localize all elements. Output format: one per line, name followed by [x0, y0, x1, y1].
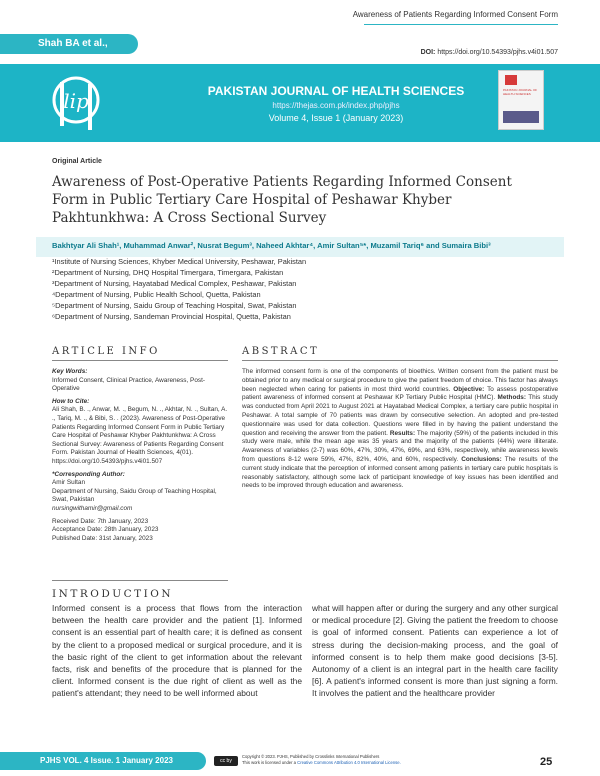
copyright-line: Copyright © 2023. PJHS, Published by Crosslinks International Publishers: [242, 754, 380, 759]
received-date: Received Date: 7th January, 2023: [52, 517, 149, 525]
journal-cover-image: [498, 70, 544, 130]
affiliation-item: ³Department of Nursing, Hayatabad Medical Complex, Peshawar, Pakistan: [52, 279, 297, 288]
introduction-left-column: Informed consent is a process that flows from the interaction between the health care provider and the patient [1]. Informed consent is an essential part of health care; it is defined as consent by the client to a proposed medical or surgical procedure, and it is the basic right of the client to get information about the relevant facts, risk and benefits of the procedure that is planned for the client. Informed consent is the due right of client as well as the patient's attendant; they need to be well informed about: [52, 603, 302, 699]
copyright-notice: [242, 754, 462, 766]
objective-text: To assess postoperative patient awareness of informed consent at Peshawar KP Tertiary Public Hospital (HMC).: [242, 385, 558, 402]
citation: Ali Shah, B. ., Anwar, M. ., Begum, N. ., Akhtar, N. ., Sultan, A. ., Tariq, M. ., & Bibi, S. . (2023). Awareness of Post-Operative Patients Regarding Informed Consent Form in Public Tertiary Care Hospital of Peshawar Khyber Pakhtunkhwa: A Cross Sectional Survey: Awareness of Patients Regarding Consent Form. Pakistan Journal of Health Sciences, 4(01). https://doi.org/10.54393/pjhs.v4i01.507: [52, 406, 228, 465]
corresponding-name: Amir Sultan: [52, 479, 86, 487]
journal-url[interactable]: https://thejas.com.pk/index.php/pjhs: [272, 101, 400, 110]
results-text: The majority (59%) of the patients included in this study were male, while the mean age was 35 years and the majority of the patients (44%) were illiterate. Awareness of variables (2-7) was 60%, 47%, 30%, 47%, 69%, and 63%, respectively, while awareness levels from questions 8-12 were 59%, 47%, 82%, 40%, and 60%, respectively.: [242, 429, 558, 463]
accepted-date: Acceptance Date: 28th January, 2023: [52, 526, 159, 534]
article-type: Original Article: [52, 158, 102, 165]
cover-logo: [505, 75, 517, 85]
cite-label: How to Cite:: [52, 397, 90, 405]
corresponding-email[interactable]: nursingwithamir@gmail.com: [52, 504, 133, 512]
author-list: Bakhtyar Ali Shah¹, Muhammad Anwar², Nusrat Begum³, Naheed Akhtar⁴, Amir Sultan⁵*, Muzamil Tariq⁶ and Sumaira Bibi³: [52, 241, 491, 250]
journal-logo: [48, 70, 104, 138]
results-label: Results:: [389, 429, 416, 437]
corresponding-address: Department of Nursing, Saidu Group of Teaching Hospital, Swat, Pakistan: [52, 487, 217, 504]
affiliation-item: ⁶Department of Nursing, Sandeman Provincial Hospital, Quetta, Pakistan: [52, 312, 291, 321]
affiliation-item: ²Department of Nursing, DHQ Hospital Timergara, Timergara, Pakistan: [52, 268, 284, 277]
doi-label: DOI:: [420, 49, 436, 56]
journal-volume: Volume 4, Issue 1 (January 2023): [268, 113, 404, 123]
methods-label: Methods:: [497, 394, 526, 402]
footer-journal-issue: PJHS VOL. 4 Issue. 1 January 2023: [0, 752, 206, 770]
doi-line: [421, 49, 558, 56]
introduction-right-column: what will happen after or during the surgery and any other surgical or medical procedure [2]. Giving the patient the freedom to choose is goal of informed consent. Patients can experience a lot of stress during the decision-making process, and the goal of informed consent is to help them make good decisions [3-5]. Autonomy of a client is an integral part in the health care facility [6]. A patient's informed consent is more than just signing a form. It involves the patient and the healthcare provider: [312, 603, 558, 699]
license-link[interactable]: Creative Commons Attribution 4.0 International License.: [297, 760, 401, 765]
license-line: [242, 760, 462, 766]
conclusions-text: The results of the current study indicate that the perception of informed consent among patients in tertiary care public hospitals is reasonably satisfactory, although some lack of participant knowledge of key issues has been identified and needs to be improved through education and awareness.: [242, 455, 558, 490]
corresponding-label: *Corresponding Author:: [52, 470, 125, 478]
author-short-tab: Shah BA et al.,: [0, 34, 138, 54]
cc-license-icon: cc by: [214, 756, 238, 766]
affiliation-item: ⁵Department of Nursing, Saidu Group of Teaching Hospital, Swat, Pakistan: [52, 301, 297, 310]
affiliation-item: ⁴Department of Nursing, Public Health School, Quetta, Pakistan: [52, 290, 261, 299]
article-info-panel: [52, 368, 228, 543]
page-number: 25: [540, 756, 553, 768]
journal-name: PAKISTAN JOURNAL OF HEALTH SCIENCES: [207, 84, 465, 98]
cover-graphic: [503, 111, 539, 123]
header-rule: [364, 24, 558, 25]
abstract-heading: ABSTRACT: [242, 346, 320, 357]
cover-title: PAKISTAN JOURNAL OF HEALTH SCIENCES: [503, 88, 538, 96]
divider: [52, 360, 228, 361]
keywords-label: Key Words:: [52, 368, 88, 375]
abstract-text: [242, 368, 558, 491]
published-date: Published Date: 31st January, 2023: [52, 534, 153, 542]
methods-text: This study was conducted from April 2021 to August 2021 at Hayatabad Medical Complex, a tertiary care public hospital in Peshawar. A total sample of 70 patients was drawn by consecutive selection. An adopted and pre-tested questionnaire was used for data collection. Questions were filled in by having the patient understand the question and receiving the answer from the patient.: [242, 394, 558, 437]
doi-link[interactable]: https://doi.org/10.54393/pjhs.v4i01.507: [437, 49, 558, 56]
divider: [52, 580, 228, 581]
affiliation-item: ¹Institute of Nursing Sciences, Khyber Medical University, Peshawar, Pakistan: [52, 257, 307, 266]
objective-label: Objective:: [453, 385, 485, 393]
conclusions-label: Conclusions:: [461, 455, 502, 463]
keywords: Informed Consent, Clinical Practice, Awareness, Post-Operative: [52, 376, 205, 393]
article-title: Awareness of Post-Operative Patients Regarding Informed Consent Form in Public Tertiary Care Hospital of Peshawar Khyber Pakhtunkhwa: A Cross Sectional Survey: [52, 174, 512, 226]
abstract-intro: The informed consent form is one of the components of bioethics. Written consent from the patient must be obtained prior to any medical or surgical procedure to give the patient freedom of choice. This factor has always been neglected when caring for patients in most third world countries.: [242, 368, 558, 393]
logo-text: lip: [63, 89, 89, 113]
introduction-heading: INTRODUCTION: [52, 588, 174, 600]
running-title: Awareness of Patients Regarding Informed Consent Form: [352, 10, 558, 19]
article-info-heading: ARTICLE INFO: [52, 346, 160, 357]
affiliations: [52, 256, 552, 322]
license-text: This work is licensed under a: [242, 760, 296, 765]
divider: [242, 360, 558, 361]
